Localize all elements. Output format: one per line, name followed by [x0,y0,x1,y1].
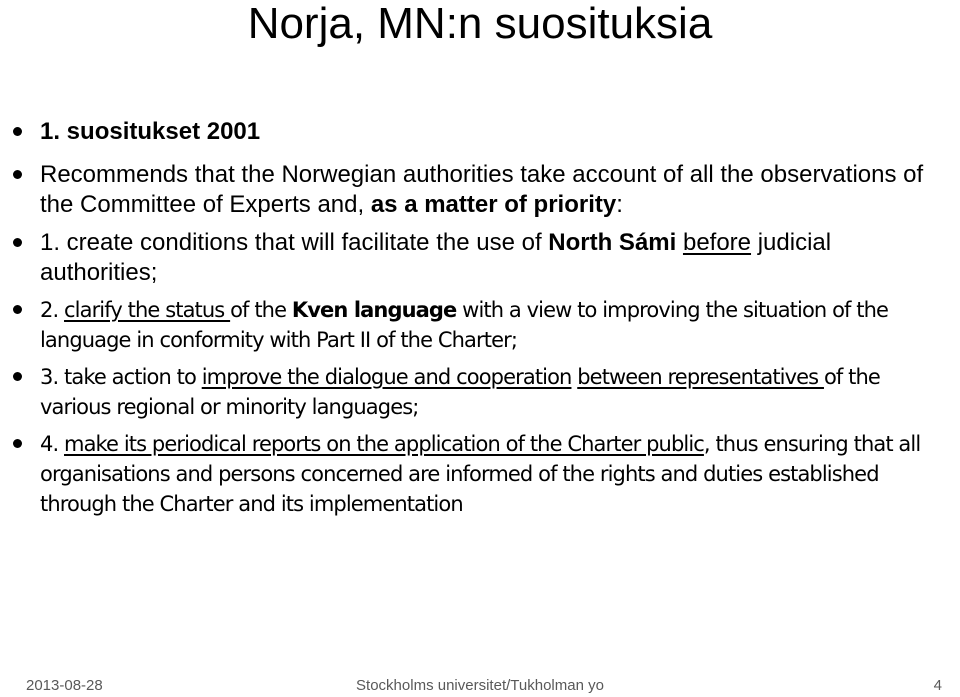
bullet-dot-icon [13,372,22,381]
bullet-item [40,228,935,288]
bullet-text-bold: Kven language [291,298,457,322]
bullet-text-underlined: improve the dialogue and cooperation [201,365,572,389]
bullet-dot-icon [13,170,22,179]
bullet-text-underlined: clarify the status [64,298,231,322]
bullet-text-bold: as a matter of priority [370,191,617,218]
bullet-text: 1. create conditions that will facilitate the use of [40,229,549,256]
bullet-text: with a view to improving the situation of the language in conformity with Part II of the Charter; [40,298,889,352]
bullet-text: ; [150,259,158,286]
bullet-text-underlined: before [682,229,752,256]
bullet-item [40,295,935,355]
bullet-text [676,229,683,256]
bullet-text-underlined: between representatives [577,365,824,389]
bullet-text: 4. [40,432,65,456]
bullet-text: : [616,191,623,218]
bullet-dot-icon [13,127,22,136]
bullet-dot-icon [13,305,22,314]
bullet-item [40,362,935,422]
footer-page-number: 4 [933,677,942,694]
footer-organization: Stockholms universitet/Tukholman yo [356,677,604,694]
bullet-text: Recommends that the Norwegian authorities take account of all the observations of the Committee of Experts and, [40,161,924,218]
bullet-text: judicial authorities [40,229,832,286]
footer-date: 2013-08-28 [26,677,103,694]
bullet-item [40,117,935,147]
bullet-dot-icon [13,238,22,247]
bullet-text [751,229,758,256]
bullet-text: 1. suositukset 2001 [40,118,261,145]
bullet-text: , thus ensuring that all organisations and persons concerned are informed of the rights and duties established through the Charter and its implementation [40,432,921,516]
bullet-text: of the [230,298,292,322]
bullet-text-bold: North Sámi [548,229,677,256]
bullet-dot-icon [13,439,22,448]
slide-title: Norja, MN:n suosituksia [247,0,713,48]
bullet-item [40,429,935,519]
bullet-text: 3. take action to [40,365,202,389]
bullet-item [40,160,935,220]
bullet-text: of the various regional or minority languages; [40,365,880,419]
bullet-text: 2. [40,298,65,322]
bullet-text-underlined: make its periodical reports on the application of the Charter public [64,432,704,456]
